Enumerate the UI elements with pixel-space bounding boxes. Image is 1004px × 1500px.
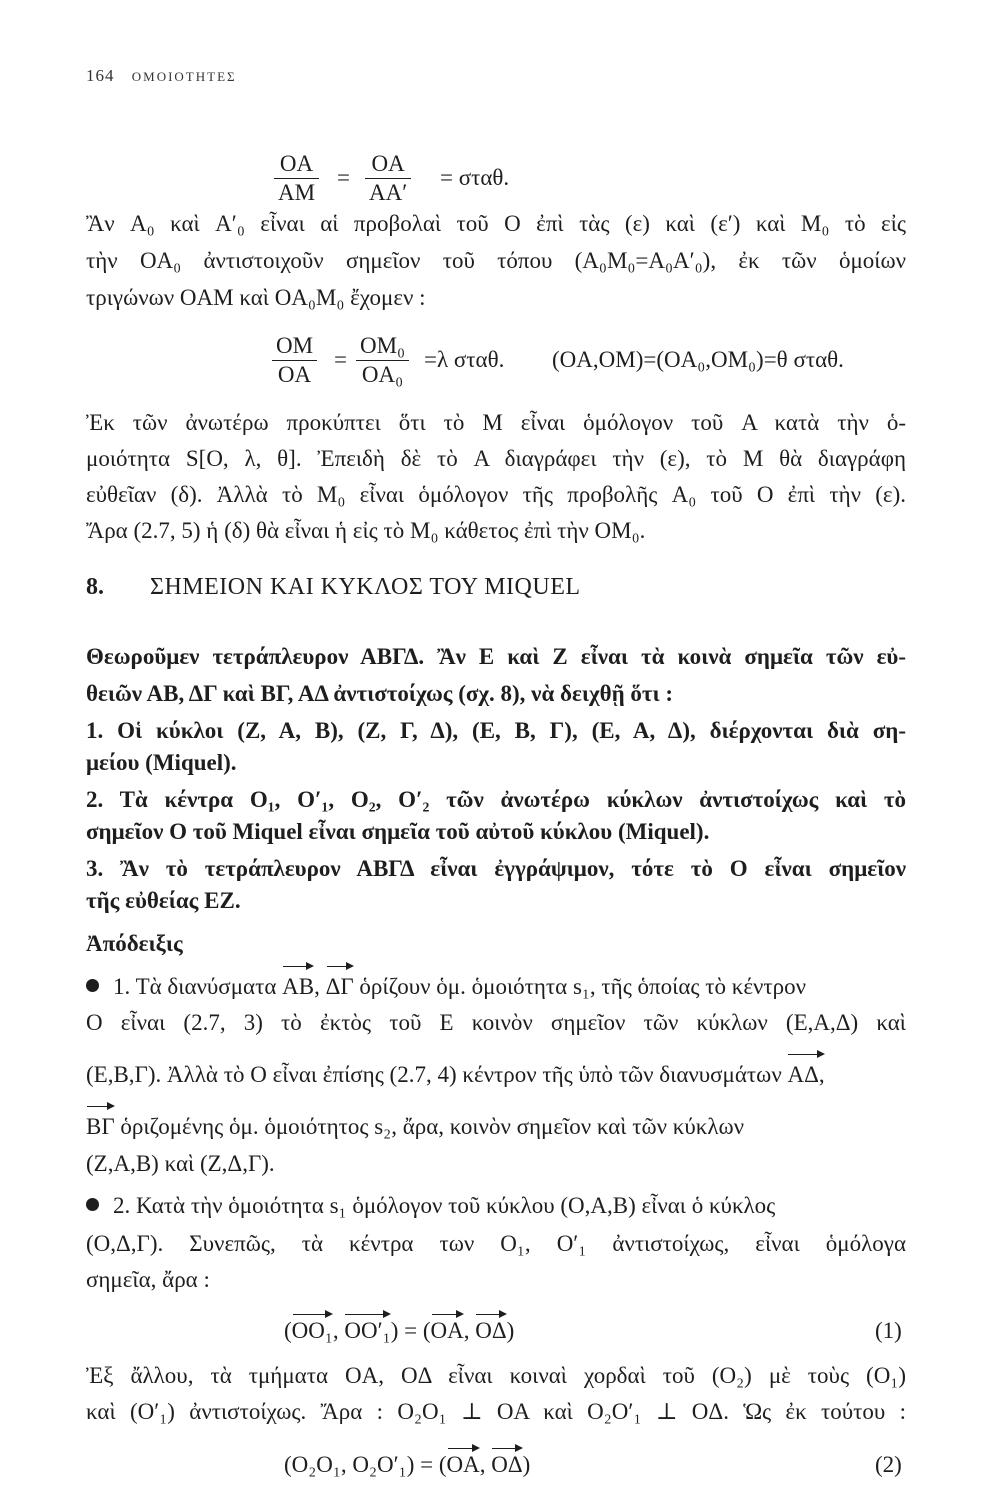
text-line: σημεῖα, ἄρα : bbox=[86, 1267, 210, 1292]
vector-oa: OA bbox=[446, 1452, 480, 1477]
text-line: Ἄρα (2.7, 5) ἡ (δ) θὰ εἶναι ἡ εἰς τὸ M₀ κάθετος ἐπὶ τὴν OM₀. bbox=[86, 518, 646, 543]
running-title: ΟΜΟΙΟΤΗΤΕΣ bbox=[131, 69, 237, 84]
problem-item-3: 3. Ἂν τὸ τετράπλευρον ΑΒΓΔ εἶναι ἐγγράψιμον, τότε τὸ Ο εἶναι σημεῖον bbox=[86, 856, 906, 881]
proof-bullet-1: 1. Τὰ διανύσματα AB, ΔΓ ὁρίζουν ὁμ. ὁμοιότητα s₁, τῆς ὁποίας τὸ κέντρον bbox=[86, 970, 806, 1004]
bullet-icon bbox=[86, 979, 99, 992]
equals-sign: = bbox=[337, 165, 350, 190]
problem-item-2-cont: σημεῖον Ο τοῦ Miquel εἶναι σημεῖα τοῦ αὐτοῦ κύκλου (Miquel). bbox=[86, 819, 710, 844]
lambda-constant: =λ σταθ. bbox=[424, 347, 505, 372]
problem-line: Θεωροῦμεν τετράπλευρον ΑΒΓΔ. Ἂν Ε καὶ Ζ εἶναι τὰ κοινὰ σημεῖα τῶν εὐ- bbox=[86, 644, 906, 669]
text-line: Ἐξ ἄλλου, τὰ τμήματα OA, OΔ εἶναι κοιναὶ χορδαὶ τοῦ (O₂) μὲ τοὺς (O₁) bbox=[86, 1363, 906, 1388]
bullet-icon bbox=[86, 1198, 99, 1211]
angle-equation: (OA,OM)=(OA₀,OM₀)=θ σταθ. bbox=[552, 347, 844, 372]
equation-1: (OO₁, OO′₁) = (OA, OΔ) bbox=[284, 1318, 515, 1343]
problem-item-2: 2. Τὰ κέντρα O₁, O′₁, O₂, O′₂ τῶν ἀνωτέρω κύκλων ἀντιστοίχως καὶ τὸ bbox=[86, 787, 906, 812]
equation-rhs: = σταθ. bbox=[440, 165, 510, 190]
vector-ab: AB bbox=[282, 970, 314, 1004]
text-line: εὐθεῖαν (δ). Ἀλλὰ τὸ M₀ εἶναι ὁμόλογον τῆς προβολῆς A₀ τοῦ O ἐπὶ τὴν (ε). bbox=[86, 482, 906, 507]
fraction-om-oa: $\frac{OM}{OA}$ bbox=[272, 332, 317, 389]
vector-od: OΔ bbox=[491, 1452, 523, 1477]
proof-bullet-2: 2. Κατὰ τὴν ὁμοιότητα s₁ ὁμόλογον τοῦ κύκλου (O,A,B) εἶναι ὁ κύκλος bbox=[86, 1189, 775, 1223]
text-line: τὴν OA₀ ἀντιστοιχοῦν σημεῖον τοῦ τόπου (A₀M₀=A₀A′₀), ἐκ τῶν ὁμοίων bbox=[86, 248, 906, 273]
fraction-om0-oa0: $\frac{\text{OM₀}}{\text{OA₀}}$ bbox=[356, 332, 409, 389]
section-title: ΣΗΜΕΙΟΝ ΚΑΙ ΚΥΚΛΟΣ ΤΟΥ MIQUEL bbox=[150, 574, 581, 600]
fraction-oa-am: $\frac{OA}{AM}$ bbox=[274, 150, 319, 207]
vector-od: OΔ bbox=[475, 1318, 507, 1343]
problem-line: θειῶν ΑΒ, ΔΓ καὶ ΒΓ, ΑΔ ἀντιστοίχως (σχ. 8), νὰ δειχθῇ ὅτι : bbox=[86, 681, 674, 706]
text-line: (Ζ,Α,Β) καὶ (Ζ,Δ,Γ). bbox=[86, 1151, 275, 1176]
equation-2: (O₂O₁, O₂O′₁) = (OA, OΔ) bbox=[284, 1452, 531, 1477]
text-line: ΒΓ ὁριζομένης ὁμ. ὁμοιότητος s₂, ἄρα, κοινὸν σημεῖον καὶ τῶν κύκλων bbox=[86, 1110, 744, 1144]
page-header bbox=[86, 66, 237, 86]
vector-oo1-prime: OO′₁ bbox=[344, 1318, 391, 1343]
text-line: μοιότητα S[O, λ, θ]. Ἐπειδὴ δὲ τὸ A διαγράφει τὴν (ε), τὸ M θὰ διαγράφη bbox=[86, 446, 906, 471]
text-line: καὶ (O′₁) ἀντιστοίχως. Ἄρα : O₂O₁ ⊥ OA καὶ O₂O′₁ ⊥ OΔ. Ὡς ἐκ τούτου : bbox=[86, 1399, 906, 1424]
problem-item-1-cont: μείου (Miquel). bbox=[86, 750, 237, 775]
problem-item-3-cont: τῆς εὐθείας ΕΖ. bbox=[86, 888, 241, 913]
vector-ad: ΑΔ, bbox=[787, 1058, 824, 1092]
vector-oo1: OO₁ bbox=[291, 1318, 333, 1343]
vector-oa: OA bbox=[430, 1318, 464, 1343]
text-line: τριγώνων OAM καὶ OA₀M₀ ἔχομεν : bbox=[86, 285, 426, 310]
equation-number-2: (2) bbox=[875, 1452, 902, 1477]
text-line: (Ε,Β,Γ). Ἀλλὰ τὸ O εἶναι ἐπίσης (2.7, 4) κέντρον τῆς ὑπὸ τῶν διανυσμάτων ΑΔ, bbox=[86, 1058, 825, 1092]
section-number: 8. bbox=[86, 574, 104, 600]
text-line: (O,Δ,Γ). Συνεπῶς, τὰ κέντρα των O₁, O′₁ ἀντιστοίχως, εἶναι ὁμόλογα bbox=[86, 1231, 906, 1256]
problem-item-1: 1. Οἱ κύκλοι (Ζ, Α, Β), (Ζ, Γ, Δ), (Ε, Β, Γ), (Ε, Α, Δ), διέρχονται διὰ ση- bbox=[86, 718, 906, 743]
vector-bg: ΒΓ bbox=[86, 1110, 115, 1144]
equals-sign: = bbox=[334, 347, 347, 372]
text-line: Ἐκ τῶν ἀνωτέρω προκύπτει ὅτι τὸ M εἶναι ὁμόλογον τοῦ A κατὰ τὴν ὁ- bbox=[86, 410, 906, 435]
text-line: O εἶναι (2.7, 3) τὸ ἐκτὸς τοῦ E κοινὸν σημεῖον τῶν κύκλων (Ε,Α,Δ) καὶ bbox=[86, 1010, 906, 1035]
fraction-oa-aa: $\frac{OA}{AA'}$ bbox=[365, 150, 411, 207]
page-number: 164 bbox=[86, 66, 115, 85]
proof-heading: Ἀπόδειξις bbox=[86, 931, 183, 956]
text-line: Ἂν A₀ καὶ A′₀ εἶναι αἱ προβολαὶ τοῦ O ἐπὶ τὰς (ε) καὶ (ε′) καὶ M₀ τὸ εἰς bbox=[86, 211, 906, 236]
equation-number-1: (1) bbox=[875, 1318, 902, 1343]
vector-dg: ΔΓ bbox=[326, 970, 354, 1004]
